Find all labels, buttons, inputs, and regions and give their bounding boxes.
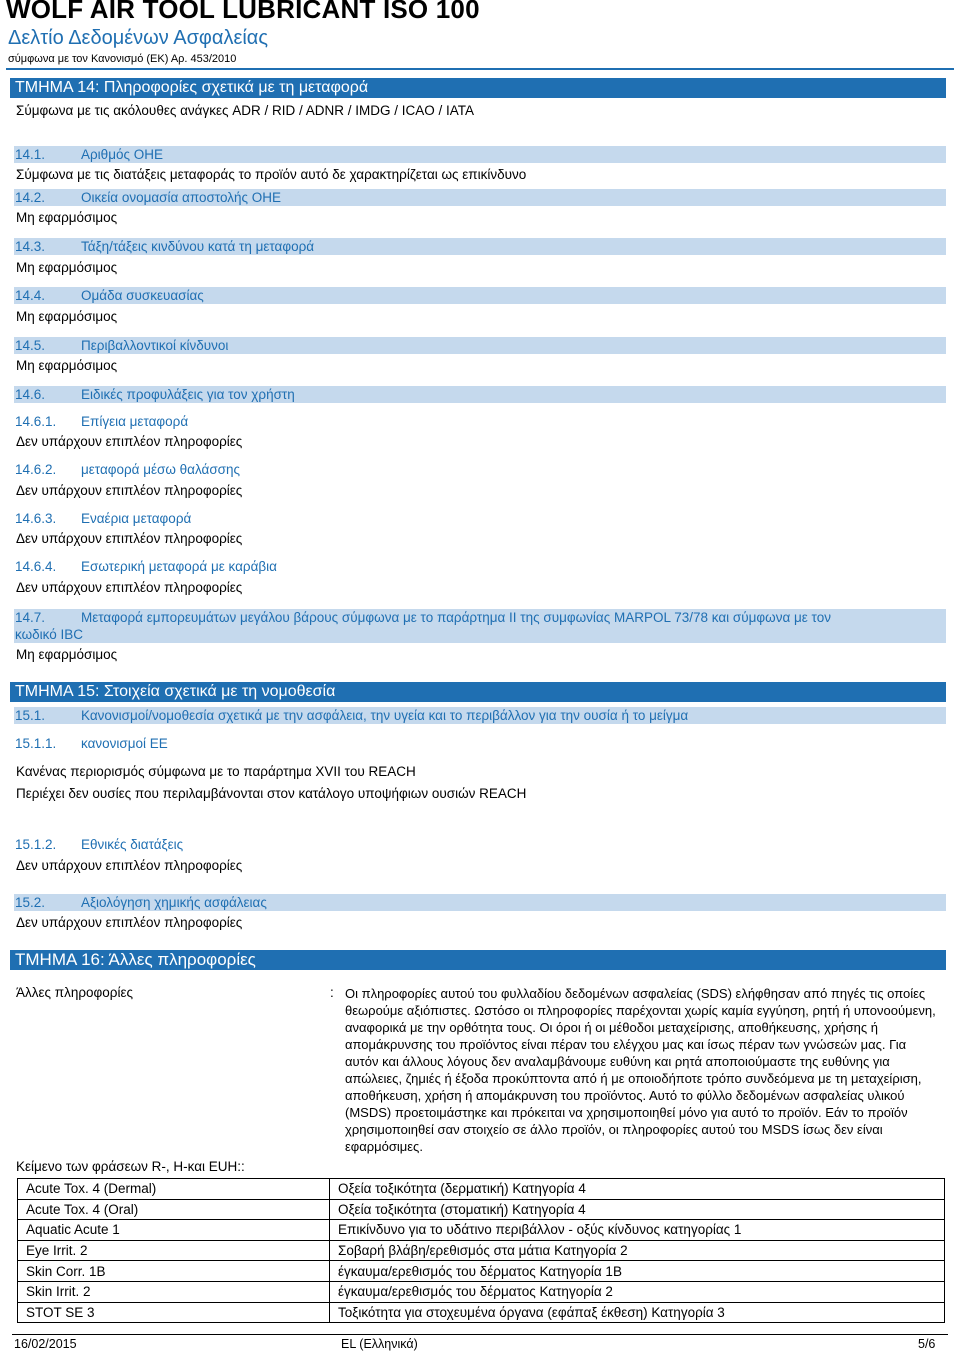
table-row (18, 1199, 945, 1220)
hphrase-code: Acute Tox. 4 (Dermal) (18, 1179, 330, 1200)
header-divider (6, 68, 954, 70)
subsection-title: Ομάδα συσκευασίας (81, 288, 204, 303)
subsection-text: Δεν υπάρχουν επιπλέον πληροφορίες (16, 858, 243, 873)
section-14-intro: Σύμφωνα με τις ακόλουθες ανάγκες ADR / RID / ADNR / IMDG / ICAO / IATA (16, 103, 475, 118)
footer-language: EL (Ελληνικά) (341, 1337, 418, 1351)
hphrase-code: Skin Irrit. 2 (18, 1281, 330, 1302)
subsection-number: 14.3. (15, 239, 46, 254)
table-row (18, 1302, 945, 1323)
subsection-number: 14.7. (15, 610, 46, 625)
table-row (18, 1240, 945, 1261)
subsection-title: Τάξη/τάξεις κινδύνου κατά τη μεταφορά (81, 239, 315, 254)
subsection-number: 14.6. (15, 387, 46, 402)
reach-candidate-text: Περιέχει δεν ουσίες που περιλαμβάνονται στον κατάλογο υποψήφιων ουσιών REACH (16, 786, 527, 801)
footer-page-number: 5/6 (918, 1337, 936, 1351)
hphrase-code: STOT SE 3 (18, 1302, 330, 1323)
subsection-14-2 (14, 189, 946, 206)
subsection-title: Εσωτερική μεταφορά με καράβια (81, 559, 277, 574)
subsection-text: Δεν υπάρχουν επιπλέον πληροφορίες (16, 915, 243, 930)
hphrases-table (17, 1178, 945, 1323)
footer-date: 16/02/2015 (14, 1337, 77, 1351)
subsection-title: Οικεία ονομασία αποστολής ΟΗΕ (81, 190, 281, 205)
hphrase-description: έγκαυμα/ερεθισμός του δέρματος Κατηγορία 2 (330, 1281, 945, 1302)
hphrase-code: Skin Corr. 1B (18, 1261, 330, 1282)
subsection-15-1 (14, 707, 946, 724)
hphrase-code: Aquatic Acute 1 (18, 1220, 330, 1241)
hphrase-code: Eye Irrit. 2 (18, 1240, 330, 1261)
subsection-number: 14.2. (15, 190, 46, 205)
subsection-number: 14.6.4. (15, 559, 57, 574)
table-row (18, 1261, 945, 1282)
subsection-text: Σύμφωνα με τις διατάξεις μεταφοράς το προϊόν αυτό δε χαρακτηρίζεται ως επικίνδυνο (16, 167, 527, 182)
subsection-14-6 (14, 386, 946, 403)
subsection-14-6-1 (14, 413, 946, 430)
other-info-text: Οι πληροφορίες αυτού του φυλλαδίου δεδομένων ασφαλείας (SDS) ελήφθησαν από πηγές τις οποίες θεωρούμε αξιόπιστες. Ωστόσο οι πληροφορίες παρέχονται χωρίς καμία εγγύηση, ρητή ή υπονοούμενη, αναφορικά με την ορθότητα τους. Οι όροι ή οι μέθοδοι μεταχείρισης, αποθήκευσης, χρήσης ή απομάκρυνσης του προϊόντος είναι πέραν του ελέγχου μας και ίσως πέραν των γνώσεών μας. Για αυτόν και άλλους λόγους δεν αναλαμβάνουμε ευθύνη και ρητά αποποιούμαστε της ευθύνης για απώλειες, ζημιές ή έξοδα προκύπτοντα από ή με οποιοδήποτε τρόπο συνδεόμενα με τη μεταχείριση, αποθήκευση, χρήση ή απομάκρυνση του προϊόντος. Αυτό το φύλλο δεδομένων ασφαλείας υλικού (MSDS) προετοιμάστηκε και πρόκειται να χρησιμοποιηθεί μόνο για αυτό το προϊόν. Εάν το προϊόν χρησιμοποιηθεί σαν στοιχείο σε άλλο προϊόν, οι πληροφορίες αυτού του MSDS ίσως δεν είναι εφαρμόσιμες. (345, 986, 936, 1154)
section-16-header: ΤΜΗΜΑ 16: Άλλες πληροφορίες (10, 950, 946, 970)
subsection-number: 14.6.3. (15, 511, 57, 526)
subsection-14-6-2 (14, 461, 946, 478)
subsection-title: Αξιολόγηση χημικής ασφάλειας (81, 895, 267, 910)
subsection-text: Μη εφαρμόσιμος (16, 260, 118, 275)
subsection-title: Εναέρια μεταφορά (81, 511, 192, 526)
subsection-text: Μη εφαρμόσιμος (16, 210, 118, 225)
subsection-title: Εθνικές διατάξεις (81, 837, 184, 852)
subsection-text: Δεν υπάρχουν επιπλέον πληροφορίες (16, 531, 243, 546)
subsection-title: Περιβαλλοντικοί κίνδυνοι (81, 338, 229, 353)
subsection-15-1-2 (14, 836, 946, 853)
table-row (18, 1179, 945, 1200)
subsection-number: 15.1.1. (15, 736, 57, 751)
regulation-reference: σύμφωνα με τον Κανονισμό (ΕΚ) Αρ. 453/2010 (8, 53, 237, 65)
document-title: Δελτίο Δεδομένων Ασφαλείας (8, 27, 269, 49)
hphrase-description: Τοξικότητα για στοχευμένα όργανα (εφάπαξ έκθεση) Κατηγορία 3 (330, 1302, 945, 1323)
table-row (18, 1281, 945, 1302)
subsection-number: 14.5. (15, 338, 46, 353)
hphrases-title: Κείμενο των φράσεων R-, H-και EUH:: (16, 1159, 245, 1174)
subsection-number: 14.6.2. (15, 462, 57, 477)
other-info-colon: : (330, 985, 334, 1000)
subsection-title-continued: κωδικό IBC (15, 627, 83, 642)
hphrase-description: Σοβαρή βλάβη/ερεθισμός στα μάτια Κατηγορία 2 (330, 1240, 945, 1261)
other-info-label: Άλλες πληροφορίες (16, 985, 134, 1000)
subsection-14-4 (14, 287, 946, 304)
subsection-number: 14.1. (15, 147, 46, 162)
hphrase-description: Οξεία τοξικότητα (στοματική) Κατηγορία 4 (330, 1199, 945, 1220)
hphrase-description: Οξεία τοξικότητα (δερματική) Κατηγορία 4 (330, 1179, 945, 1200)
reach-restriction-text: Κανένας περιορισμός σύμφωνα με το παράρτημα XVII του REACH (16, 764, 416, 779)
subsection-text: Μη εφαρμόσιμος (16, 358, 118, 373)
product-title: WOLF AIR TOOL LUBRICANT ISO 100 (6, 0, 480, 24)
subsection-title: κανονισμοί ΕΕ (81, 736, 168, 751)
table-row (18, 1220, 945, 1241)
subsection-text: Μη εφαρμόσιμος (16, 647, 118, 662)
subsection-number: 15.1. (15, 708, 46, 723)
subsection-15-1-1 (14, 735, 946, 752)
section-15-header: ΤΜΗΜΑ 15: Στοιχεία σχετικά με τη νομοθεσία (10, 682, 946, 702)
subsection-title: μεταφορά μέσω θαλάσσης (81, 462, 241, 477)
subsection-text: Μη εφαρμόσιμος (16, 309, 118, 324)
hphrase-description: έγκαυμα/ερεθισμός του δέρματος Κατηγορία 1B (330, 1261, 945, 1282)
subsection-14-6-4 (14, 558, 946, 575)
subsection-number: 14.4. (15, 288, 46, 303)
section-14-header: ΤΜΗΜΑ 14: Πληροφορίες σχετικά με τη μεταφορά (10, 78, 946, 98)
subsection-14-3 (14, 238, 946, 255)
subsection-15-2 (14, 894, 946, 911)
subsection-number: 15.2. (15, 895, 46, 910)
subsection-number: 15.1.2. (15, 837, 57, 852)
hphrase-description: Επικίνδυνο για το υδάτινο περιβάλλον - οξύς κίνδυνος κατηγορίας 1 (330, 1220, 945, 1241)
subsection-title: Κανονισμοί/νομοθεσία σχετικά με την ασφάλεια, την υγεία και το περιβάλλον για την ουσία ή το μείγμα (81, 708, 689, 723)
subsection-text: Δεν υπάρχουν επιπλέον πληροφορίες (16, 580, 243, 595)
subsection-title: Αριθμός ΟΗΕ (81, 147, 163, 162)
hphrase-code: Acute Tox. 4 (Oral) (18, 1199, 330, 1220)
subsection-14-5 (14, 337, 946, 354)
subsection-title: Επίγεια μεταφορά (81, 414, 189, 429)
subsection-14-7 (14, 609, 946, 643)
subsection-text: Δεν υπάρχουν επιπλέον πληροφορίες (16, 434, 243, 449)
subsection-14-1 (14, 146, 946, 163)
subsection-text: Δεν υπάρχουν επιπλέον πληροφορίες (16, 483, 243, 498)
footer-divider (12, 1334, 948, 1335)
subsection-number: 14.6.1. (15, 414, 57, 429)
subsection-title: Μεταφορά εμπορευμάτων μεγάλου βάρους σύμφωνα με το παράρτημα II της συμφωνίας MARPOL 73/78 και σύμφωνα με τον (81, 610, 831, 625)
subsection-title: Ειδικές προφυλάξεις για τον χρήστη (81, 387, 295, 402)
subsection-14-6-3 (14, 510, 946, 527)
